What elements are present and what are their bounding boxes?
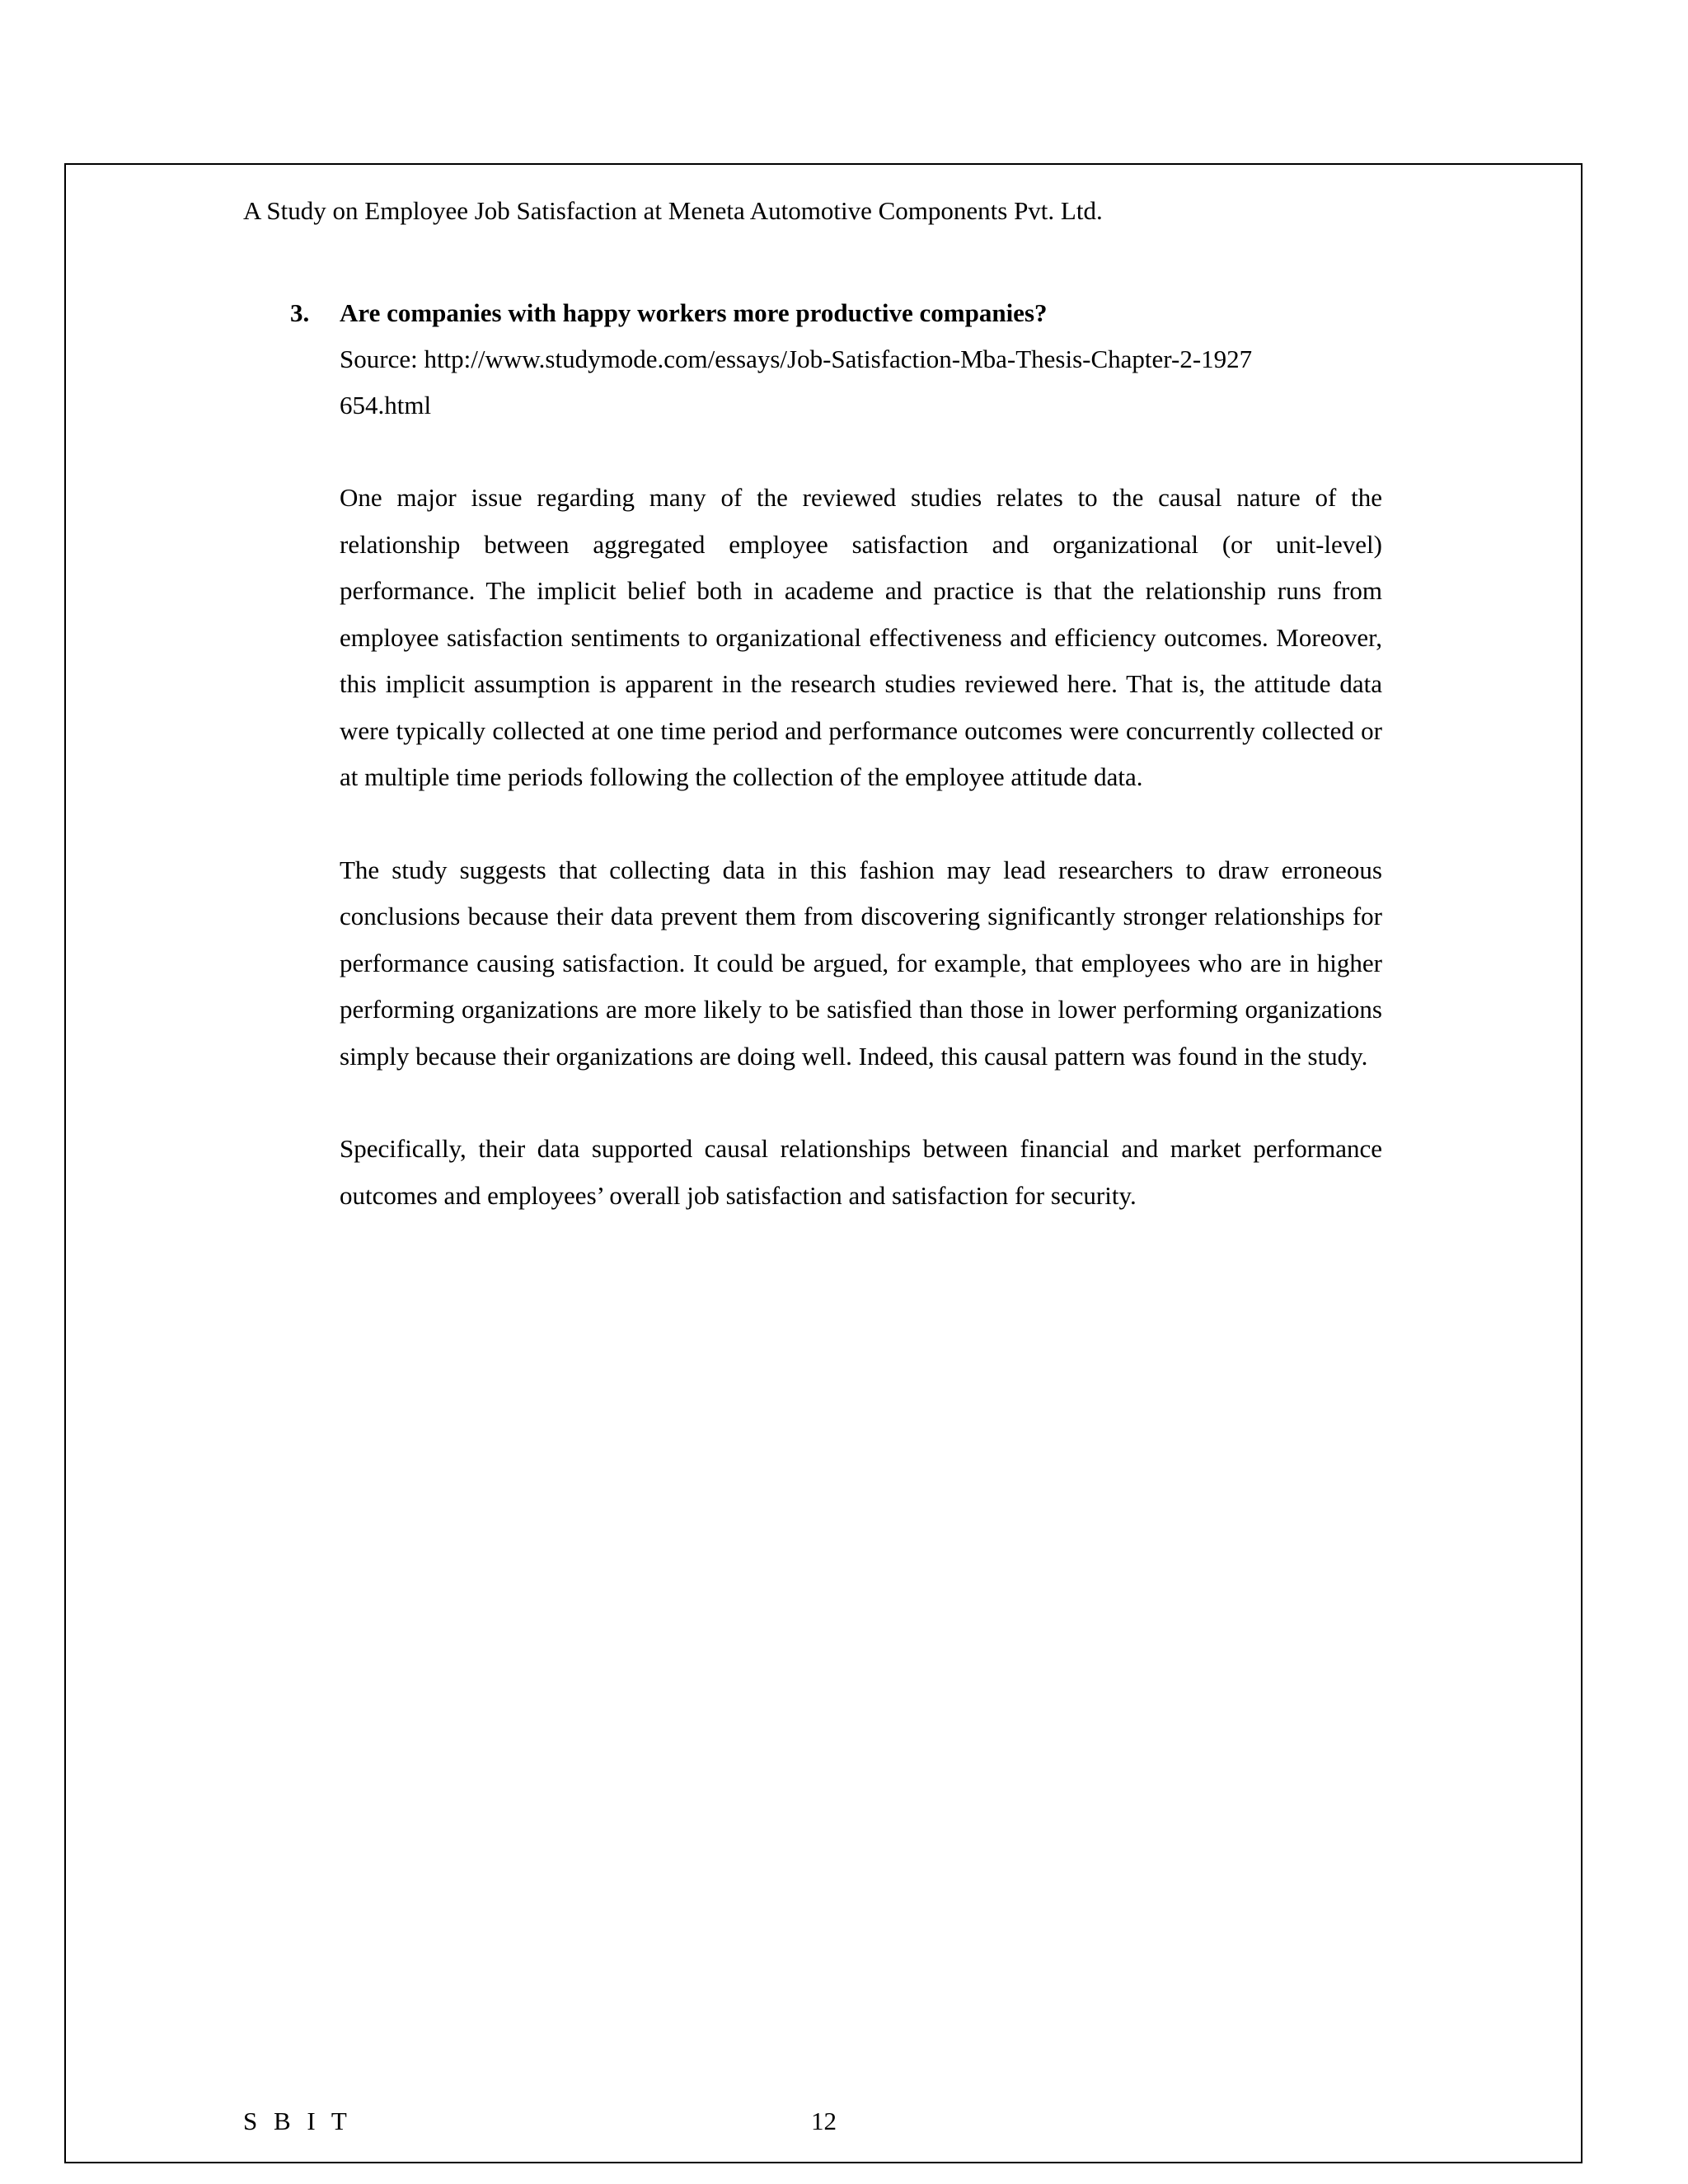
section-heading (290, 290, 1382, 336)
section-body (290, 290, 1382, 1219)
footer-institution: S B I T (243, 2107, 352, 2135)
running-header: A Study on Employee Job Satisfaction at Meneta Automotive Components Pvt. Ltd. (243, 196, 1103, 225)
paragraph-1: One major issue regarding many of the reviewed studies relates to the causal nature of the relationship between aggregated employee satisfaction and organizational (or unit-level) performance. The implicit belief both in academe and practice is that the relationship runs from employee satisfaction sentiments to organizational effectiveness and efficiency outcomes. Moreover, this implicit assumption is apparent in the research studies reviewed here. That is, the attitude data were typically collected at one time period and performance outcomes were concurrently collected or at multiple time periods following the collection of the employee attitude data. (340, 483, 1382, 791)
paragraph-2: The study suggests that collecting data in this fashion may lead researchers to draw erroneous conclusions because their data prevent them from discovering significantly stronger relationships for performance causing satisfaction. It could be argued, for example, that employees who are in higher performing organizations are more likely to be satisfied than those in lower performing organizations simply because their organizations are doing well. Indeed, this causal pattern was found in the study. (340, 855, 1382, 1071)
section-heading-text: Are companies with happy workers more productive companies? (340, 298, 1048, 327)
paragraph-3: Specifically, their data supported causal relationships between financial and market performance outcomes and employees’ overall job satisfaction and satisfaction for security. (340, 1134, 1382, 1210)
footer-page-number: 12 (811, 2107, 837, 2135)
source-citation: Source: http://www.studymode.com/essays/Job-Satisfaction-Mba-Thesis-Chapter-2-1927654.html (340, 344, 1253, 419)
section-number: 3. (290, 298, 310, 327)
